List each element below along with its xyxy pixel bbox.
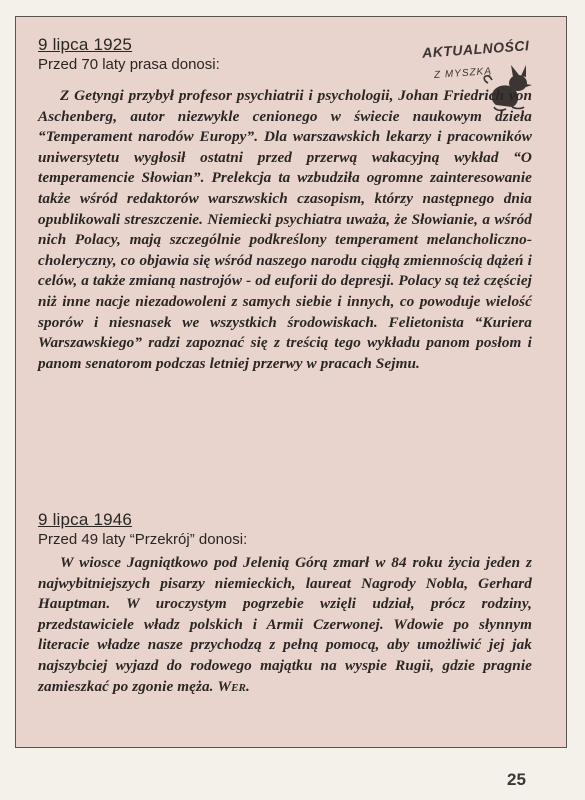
section-date: 9 lipca 1925 xyxy=(38,35,133,54)
section-intro: Przed 70 laty prasa donosi: xyxy=(38,56,220,73)
section-body-text: W wiosce Jagniątkowo pod Jelenią Górą zmarł w 84 roku życia jeden z najwybitniejszych pisarzy niemieckich, laureat Nagrody Nobla, Gerhard Hauptman. W uroczystym pogrzebie wzięli udział, prócz rodziny, przedstawiciele władz polskich i Armii Czerwonej. Wdowie po słynnym literacie władze nasze przychodzą z pełną pomocą, aby umożliwić jej jak najszybciej wyjazd do rodowego majątku na wyspie Rugii, gdzie pragnie zamieszkać po zgonie męża. xyxy=(38,554,532,695)
logo-title: AKTUALNOŚCI xyxy=(421,37,530,61)
section-body: Z Getyngi przybył profesor psychiatrii i psychologii, Johan Friedrich von Aschenberg, autor niezwykle cenionego w świecie naukowym dzieła “Temperament narodów Europy”. Dla warszawskich lekarzy i pracowników uniwersytetu wygłosił ostatni przed przerwą wakacyjną wykład “O temperamencie Słowian”. Prelekcja ta wzbudziła ogromne zainteresowanie także wśród redaktorów warszwskich czasopism, którzy następnego dnia opublikowali streszczenie. Niemiecki psychiatra uważa, że Słowianie, a wśród nich Polacy, mają szczególnie podkreślony temperament melancholiczno-choleryczny, co objawia się wśród naszego narodu ciągłą zmiennością dążeń i celów, a także zmianą nastrojów - od euforii do depresji. Polacy są też częściej niż inne nacje niezadowoleni z samych siebie i innych, co powoduje wielość sporów i niesnasek we wszystkich środowiskach. Felietonista “Kuriera Warszawskiego” radzi zapoznać się z treścią tego wykładu panom posłom i panom senatorom podczas letniej przerwy w pracach Sejmu. xyxy=(38,87,532,372)
logo-subtitle: Z MYSZKĄ xyxy=(433,65,493,82)
page-number: 25 xyxy=(507,770,526,789)
section-date: 9 lipca 1946 xyxy=(38,510,133,529)
article-panel xyxy=(15,16,567,748)
author-signature: Wer. xyxy=(217,677,250,695)
section-intro: Przed 49 laty “Przekrój” donosi: xyxy=(38,531,248,548)
section-body xyxy=(38,553,532,697)
news-section-1946 xyxy=(38,510,532,697)
news-section-1925 xyxy=(38,35,532,374)
